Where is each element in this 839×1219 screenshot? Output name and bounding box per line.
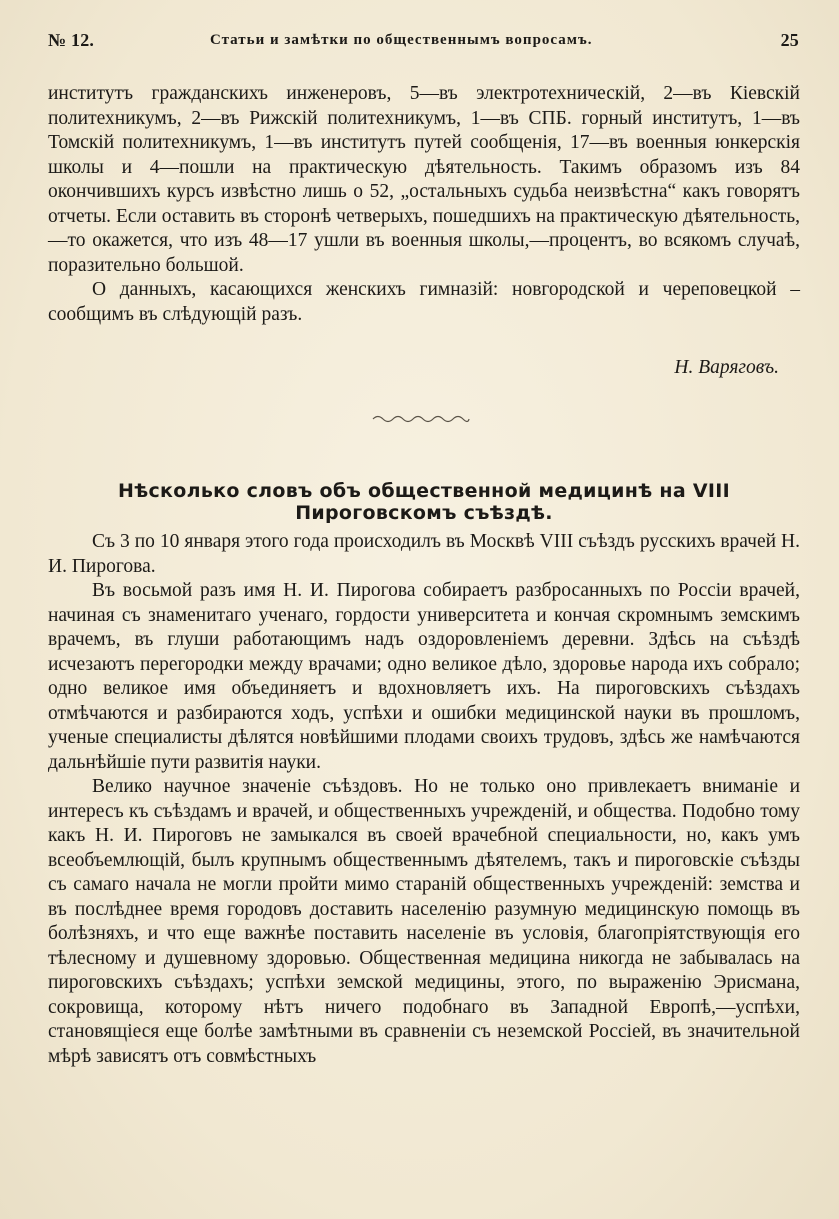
previous-article-ending — [48, 82, 800, 327]
paragraph: Въ восьмой разъ имя Н. И. Пирогова собираетъ разбросанныхъ по Россiи врачей, начиная съ знаменитаго ученаго, гордости университета и кончая скромнымъ земскимъ врачемъ, въ глуши работающимъ надъ оздоровленiемъ деревни. Здѣсь на съѣздѣ исчезаютъ перегородки между врачами; одно великое дѣло, здоровье народа ихъ собрало; одно великое имя объединяетъ и вдохновляетъ ихъ. На пироговскихъ съѣздахъ отмѣчаются и разбираются ходъ, успѣхи и ошибки медицинской науки въ прошломъ, ученые специалисты дѣлятся новѣйшими плодами своихъ трудовъ, здѣсь же намѣчаются дальнѣйшiе пути развитiя науки. — [48, 580, 800, 773]
article-title: Нѣсколько словъ объ общественной медицинѣ на VIII Пироговскомъ съѣздѣ. — [118, 480, 730, 524]
article-body — [48, 530, 800, 1069]
section-divider-ornament — [371, 412, 471, 426]
paragraph: О данныхъ, касающихся женскихъ гимназiй: новгородской и череповецкой – сообщимъ въ слѣдующiй разъ. — [48, 279, 800, 325]
paragraph: институтъ гражданскихъ инженеровъ, 5—въ электротехническiй, 2—въ Кiевскiй политехникумъ, 2—въ Рижскiй политехникумъ, 1—въ СПБ. горный институтъ, 1—въ Томскiй политехникумъ, 1—въ институтъ путей сообщенiя, 17—въ военныя юнкерскiя школы и 4—пошли на практическую дѣятельность. Такимъ образомъ изъ 84 окончившихъ курсъ извѣстно лишь о 52, „остальныхъ судьба неизвѣстна“ какъ говорятъ отчеты. Если оставить въ сторонѣ четверыхъ, пошедшихъ на практическую дѣятельность,—то окажется, что изъ 48—17 ушли въ военныя школы,—процентъ, во всякомъ случаѣ, поразительно большой. — [48, 83, 800, 276]
running-header — [48, 30, 799, 58]
author-signature: Н. Варяговъ. — [674, 357, 779, 378]
paragraph: Велико научное значенiе съѣздовъ. Но не только оно привлекаетъ вниманiе и интересъ къ съѣздамъ и врачей, и общественныхъ учрежденiй, и общества. Подобно тому какъ Н. И. Пироговъ не замыкался въ своей врачебной специальности, но, какъ умъ всеобъемлющiй, былъ крупнымъ общественнымъ дѣятелемъ, такъ и пироговскiе съѣзды съ самаго начала не могли пройти мимо старанiй общественныхъ учрежденiй: земства и въ послѣднее время городовъ доставить населенiю разумную медицинскую помощь въ болѣзняхъ, и что еще важнѣе поставить населенiе въ условiя, благопрiятствующiя его тѣлесному и душевному здоровью. Общественная медицина никогда не забывалась на пироговскихъ съѣздахъ; успѣхи земской медицины, этого, по выраженiю Эрисмана, сокровища, которому нѣтъ ничего подобнаго въ Западной Европѣ,—успѣхи, становящiеся еще болѣе замѣтными въ сравненiи съ неземской Россiей, въ значительной мѣрѣ зависятъ отъ совмѣстныхъ — [48, 776, 800, 1067]
paragraph: Съ 3 по 10 января этого года происходилъ въ Москвѣ VIII съѣздъ русскихъ врачей Н. И. Пирогова. — [48, 531, 800, 577]
page-number: 25 — [780, 30, 799, 50]
running-title: Статьи и замѣтки по общественнымъ вопросамъ. — [210, 32, 593, 48]
issue-number: № 12. — [48, 30, 95, 50]
